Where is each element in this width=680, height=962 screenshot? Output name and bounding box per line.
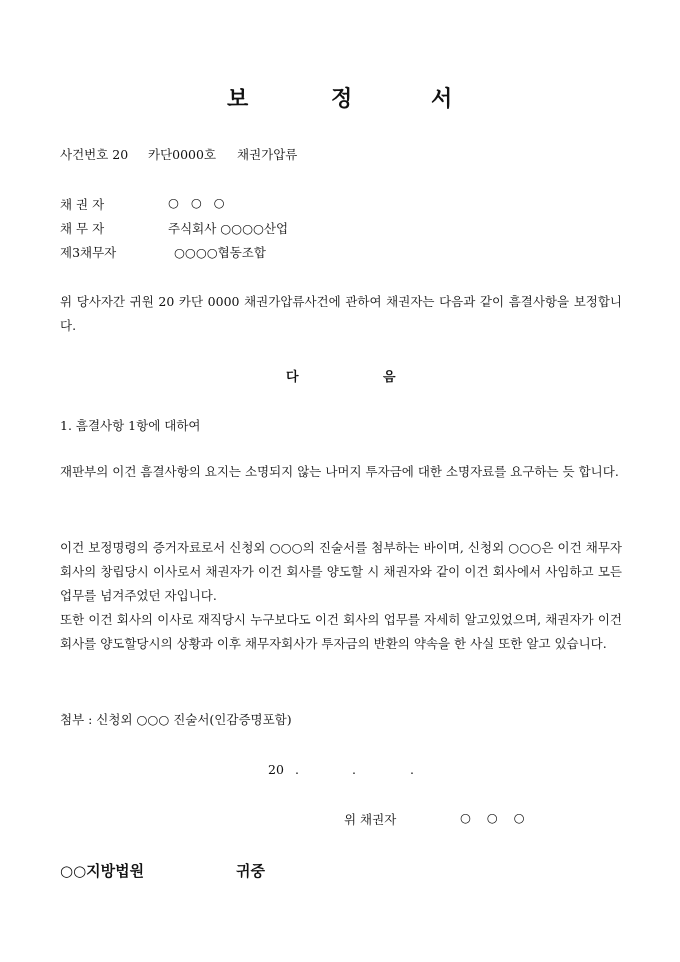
date-dot-3: . [410, 762, 414, 777]
attachment-line: 첨부 : 신청외 ○○○ 진술서(인감증명포함) [60, 712, 292, 727]
case-number-label: 사건번호 20 [60, 147, 129, 162]
heading-char-2: 음 [383, 370, 396, 385]
party-role-debtor: 채 무 자 [60, 221, 105, 236]
signature-name: ○ ○ ○ [460, 810, 525, 825]
date-dot-1: . [295, 762, 299, 777]
case-type: 채권가압류 [237, 147, 298, 162]
signature-label: 위 채권자 [344, 812, 397, 827]
title-char-1: 보 [227, 86, 249, 112]
party-role-creditor: 채 권 자 [60, 197, 105, 212]
title-char-3: 서 [431, 86, 453, 112]
date-year: 20 [268, 762, 284, 777]
party-name-debtor: 주식회사 ○○○○산업 [168, 221, 289, 236]
paragraph-2: 이건 보정명령의 증거자료로서 신청외 ○○○의 진술서를 첨부하는 바이며, 신청외 ○○○은 이건 채무자회사의 창립당시 이사로서 채권자가 이건 회사를 양도할 시 채권자와 같이 이건 회사에서 사임하고 모든 업무를 넘겨주었던 자입니다. [60, 540, 622, 603]
party-role-third-debtor: 제3채무자 [60, 245, 117, 260]
party-name-third-debtor: ○○○○협동조합 [174, 245, 266, 260]
paragraph-1: 재판부의 이건 흠결사항의 요지는 소명되지 않는 나머지 투자금에 대한 소명자료를 요구하는 듯 합니다. [60, 464, 619, 479]
item-1-title: 1. 흠결사항 1항에 대하여 [60, 418, 201, 433]
intro-paragraph: 위 당사자간 귀원 20 카단 0000 채권가압류사건에 관하여 채권자는 다음과 같이 흠결사항을 보정합니다. [60, 294, 622, 333]
court-suffix: 귀중 [236, 862, 265, 880]
party-name-creditor: ○ ○ ○ [168, 195, 225, 210]
paragraph-3: 또한 이건 회사의 이사로 재직당시 누구보다도 이건 회사의 업무를 자세히 알고있었으며, 채권자가 이건 회사를 양도할당시의 상황과 이후 채무자회사가 투자금의 반환의 약속을 한 사실 또한 알고 있습니다. [60, 612, 622, 651]
court-name: ○○지방법원 [60, 862, 145, 880]
case-number: 카단0000호 [148, 147, 217, 162]
heading-char-1: 다 [286, 370, 299, 385]
date-dot-2: . [352, 762, 356, 777]
title-char-2: 정 [331, 86, 353, 112]
